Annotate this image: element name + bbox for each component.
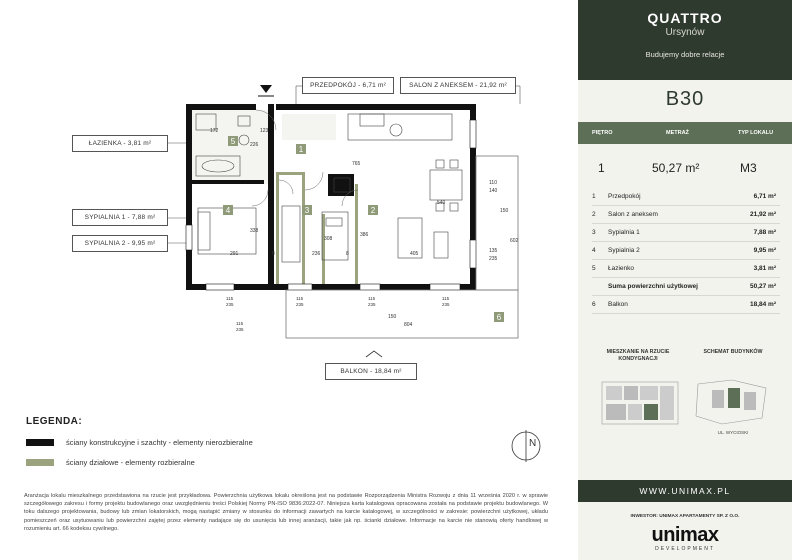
brand-header [578, 0, 792, 80]
callout-salon: SALON Z ANEKSEM - 21,92 m² [400, 77, 516, 94]
room-label: Balkon [608, 301, 628, 308]
room-label: Salon z aneksem [608, 211, 658, 218]
legend-swatch [26, 459, 54, 466]
type-value: M3 [740, 161, 757, 175]
room-row [592, 206, 780, 224]
window-dimension: 235 [368, 302, 376, 307]
svg-text:N: N [529, 438, 537, 449]
window-dimension: 115 [296, 296, 304, 301]
room-label: Łazienko [608, 265, 635, 272]
room-row [592, 242, 780, 260]
room-number-1: 1 [298, 145, 304, 154]
dimension-label: 135 [489, 248, 498, 254]
window-dimension: 115 [442, 296, 450, 301]
dimension-label: 386 [360, 232, 369, 238]
window-dimension: 235 [226, 302, 234, 307]
window-dimension: 235 [442, 302, 450, 307]
room-number-5: 5 [230, 137, 236, 146]
disclaimer-text: Aranżacja lokalu mieszkalnego przedstawiona na rzucie jest przykładowa. Powierzchnia użytkowa lokalu określona jest na podstawie Rozporządzenia Ministra Rozwoju z dnia 11 września 2020 r. w sprawie szczegółowego zakresu i formy projektu budowlanego oraz uwzględnieniu treści Polskiej Normy PN-ISO 9836:2022-07. Niniejsza karta katalogowa opracowana została na podstawie projektu budowlanego. W toku dalszego projektowania, budowy lub zmian lokatorskich, mogą nastąpić zmiany w stosunku do informacji zawartych na karcie katalogowej, w szczególności w zakresie: powierzchni użytkowej, układu pomieszczeń oraz usytuowaniu lub powierzchni zajętej przez elementy nadające się do usunięcia lub innej aranżacji, takie jak np. ścianki działowe. Informacje na karcie nie stanowią oferty handlowej w rozumieniu art. 66 kodeksu cywilnego. [24, 493, 548, 532]
room-row-total [592, 278, 780, 296]
dimension-label: 338 [250, 228, 259, 234]
callout-balkon: BALKON - 18,84 m² [325, 363, 417, 380]
room-number: 2 [592, 211, 596, 218]
room-number: 6 [592, 301, 596, 308]
dimension-label: 150 [388, 314, 397, 320]
mini-label-floor: MIESZKANIE NA RZUCIE KONDYGNACJI [606, 349, 670, 362]
dimension-label: 236 [312, 251, 321, 257]
tagline: Budujemy dobre relacje [645, 50, 725, 59]
summary-header-band [578, 122, 792, 144]
room-area: 21,92 m² [749, 211, 776, 218]
rooms-table [592, 188, 780, 314]
room-row [592, 224, 780, 242]
dimension-label: 110 [489, 180, 497, 186]
legend-label: ściany działowe - elementy rozbieralne [66, 458, 195, 467]
room-area: 50,27 m² [749, 283, 776, 290]
room-number-4: 4 [225, 206, 231, 215]
floor-value: 1 [598, 161, 605, 175]
room-label: Przedpokój [608, 193, 641, 200]
building-schema-map [692, 378, 772, 428]
website-link[interactable]: WWW.UNIMAX.PL [578, 480, 792, 502]
room-area: 6,71 m² [753, 193, 776, 200]
room-number-2: 2 [370, 206, 376, 215]
dimension-label: 140 [489, 188, 498, 194]
header-type: TYP LOKALU [738, 130, 774, 136]
dimension-label: 291 [230, 251, 239, 257]
dimension-label: 405 [410, 251, 419, 257]
mini-floor-map [600, 378, 680, 428]
window-dimension: 115 [368, 296, 376, 301]
room-area: 7,88 m² [753, 229, 776, 236]
room-number-3: 3 [304, 206, 310, 215]
room-area: 9,95 m² [753, 247, 776, 254]
room-row [592, 260, 780, 278]
dimension-label: 172 [210, 128, 219, 134]
window-dimension: 115 [236, 321, 244, 326]
dimension-label: 765 [352, 161, 361, 167]
info-sidebar [578, 0, 792, 560]
callout-sypialnia-2: SYPIALNIA 2 - 9,95 m² [72, 235, 168, 252]
room-number: 1 [592, 193, 596, 200]
dimension-label: 540 [437, 200, 446, 206]
legend-item-partition [26, 458, 195, 467]
legend-title: LEGENDA: [26, 416, 83, 427]
logo-subtitle: DEVELOPMENT [655, 546, 715, 552]
room-area: 18,84 m² [749, 301, 776, 308]
unimax-logo: unimax [651, 524, 719, 546]
investor-label: INWESTOR: UNIMAX APARTAMENTY SP. Z O.O. [630, 514, 740, 519]
dimension-label: 804 [404, 322, 413, 328]
room-label: Sypialnia 2 [608, 247, 640, 254]
street-label: UL. WYCIOSKI [717, 430, 749, 435]
room-label: Suma powierzchni użytkowej [608, 283, 698, 290]
header-floor: PIĘTRO [592, 130, 613, 136]
dimension-label: 602 [510, 238, 519, 244]
header-area: METRAŻ [666, 130, 689, 136]
dimension-label: 123 [260, 128, 269, 134]
window-dimension: 235 [236, 327, 244, 332]
dimension-label: 235 [489, 256, 498, 262]
legend-swatch [26, 439, 54, 446]
dimension-label: 150 [500, 208, 509, 214]
legend-item-structural [26, 438, 253, 447]
district-name: Ursynów [665, 27, 705, 38]
room-number: 5 [592, 265, 596, 272]
callout-sypialnia-1: SYPIALNIA 1 - 7,88 m² [72, 209, 168, 226]
dimension-label: 8 [346, 251, 349, 257]
apartment-code: B30 [665, 88, 705, 110]
room-number-6: 6 [496, 313, 502, 322]
brand-name: QUATTRO [647, 10, 723, 26]
mini-label-schema: SCHEMAT BUDYNKÓW [703, 349, 763, 355]
window-dimension: 235 [296, 302, 304, 307]
callout-lazienka: ŁAZIENKA - 3,81 m² [72, 135, 168, 152]
summary-values [578, 155, 792, 185]
room-row [592, 296, 780, 314]
north-compass-icon [512, 430, 540, 462]
dimension-label: 8 [272, 251, 275, 257]
window-dimension: 115 [226, 296, 234, 301]
dimension-label: 308 [324, 236, 333, 242]
callout-przedpokoj: PRZEDPOKÓJ - 6,71 m² [302, 77, 394, 94]
room-number: 3 [592, 229, 596, 236]
dimension-label: 226 [250, 142, 259, 148]
legend-label: ściany konstrukcyjne i szachty - elementy nierozbieralne [66, 438, 253, 447]
room-label: Sypialnia 1 [608, 229, 640, 236]
room-row [592, 188, 780, 206]
room-area: 3,81 m² [753, 265, 776, 272]
area-value: 50,27 m² [652, 161, 700, 175]
room-number: 4 [592, 247, 596, 254]
